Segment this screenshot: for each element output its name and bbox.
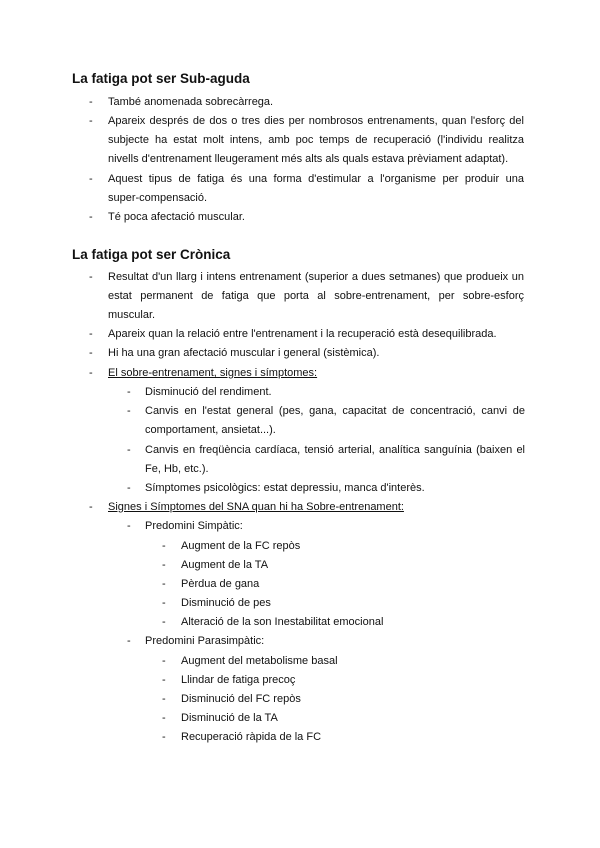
sub-sub-list-item-text: Disminució de la TA	[181, 712, 278, 724]
list-item-text-line: super-compensació.	[108, 192, 208, 204]
sub-list-item-text-line: Canvis en freqüència cardíaca, tensió arterial, analítica sanguínia (baixen el	[145, 444, 525, 456]
bullet-dash: -	[162, 655, 166, 667]
bullet-dash: -	[89, 271, 93, 283]
bullet-dash: -	[127, 482, 131, 494]
section-heading-subaguda: La fatiga pot ser Sub-aguda	[72, 71, 250, 86]
bullet-dash: -	[162, 597, 166, 609]
bullet-dash: -	[89, 211, 93, 223]
bullet-dash: -	[89, 367, 93, 379]
list-item-text-line: nivells d'entrenament lleugerament més alts als quals estava prèviament adaptat).	[108, 153, 509, 165]
bullet-dash: -	[127, 444, 131, 456]
list-item-text-line: muscular.	[108, 309, 156, 321]
group-label-simpatic: Predomini Simpàtic:	[145, 520, 243, 532]
bullet-dash: -	[162, 559, 166, 571]
sub-list-item-text: Símptomes psicològics: estat depressiu, manca d'interès.	[145, 482, 425, 494]
bullet-dash: -	[162, 616, 166, 628]
list-item-text: També anomenada sobrecàrrega.	[108, 96, 274, 108]
sub-list-item-text-line: Canvis en l'estat general (pes, gana, capacitat de concentració, canvi de	[145, 405, 525, 417]
bullet-dash: -	[89, 347, 93, 359]
bullet-dash: -	[127, 405, 131, 417]
list-item-text: Apareix quan la relació entre l'entrenament i la recuperació està desequilibrada.	[108, 328, 497, 340]
list-item-text-line: subjecte ha estat molt intens, amb poc temps de recuperació (l'individu realitza	[108, 134, 524, 146]
list-item-text-line: Aquest tipus de fatiga és una forma d'estimular a l'organisme per produir una	[108, 173, 524, 185]
section-heading-cronica: La fatiga pot ser Crònica	[72, 247, 231, 262]
sub-sub-list-item-text: Disminució de pes	[181, 597, 271, 609]
bullet-dash: -	[162, 731, 166, 743]
bullet-dash: -	[127, 386, 131, 398]
bullet-dash: -	[127, 520, 131, 532]
sub-sub-list-item-text: Pèrdua de gana	[181, 578, 260, 590]
sub-sub-list-item-text: Llindar de fatiga precoç	[181, 674, 296, 686]
bullet-dash: -	[89, 328, 93, 340]
sub-sub-list-item-text: Alteració de la son Inestabilitat emocional	[181, 616, 384, 628]
bullet-dash: -	[162, 693, 166, 705]
bullet-dash: -	[89, 96, 93, 108]
bullet-dash: -	[89, 173, 93, 185]
list-item-text: Té poca afectació muscular.	[108, 211, 245, 223]
sub-sub-list-item-text: Augment de la TA	[181, 559, 269, 571]
list-item-text-line: Resultat d'un llarg i intens entrenament (superior a dues setmanes) que produeix un	[108, 271, 524, 283]
sub-list-item-text-line: Fe, Hb, etc.).	[145, 463, 209, 475]
sub-list-item-text-line: comportament, ansietat...).	[145, 424, 276, 436]
bullet-dash: -	[89, 501, 93, 513]
sub-sub-list-item-text: Recuperació ràpida de la FC	[181, 731, 322, 743]
group-label-parasimpatic: Predomini Parasimpàtic:	[145, 635, 265, 647]
list-item-text: Hi ha una gran afectació muscular i general (sistèmica).	[108, 347, 380, 359]
sub-list-item-text: Disminució del rendiment.	[145, 386, 272, 398]
list-item-text-line: Apareix després de dos o tres dies per nombrosos entrenaments, quan l'esforç del	[108, 115, 524, 127]
subsection-title-sna: Signes i Símptomes del SNA quan hi ha Sobre-entrenament:	[108, 501, 404, 513]
sub-sub-list-item-text: Disminució del FC repòs	[181, 693, 301, 705]
bullet-dash: -	[162, 540, 166, 552]
sub-sub-list-item-text: Augment de la FC repòs	[181, 540, 301, 552]
subsection-title-sobreentrenament: El sobre-entrenament, signes i símptomes:	[108, 367, 318, 379]
bullet-dash: -	[162, 578, 166, 590]
sub-sub-list-item-text: Augment del metabolisme basal	[181, 655, 338, 667]
bullet-dash: -	[162, 674, 166, 686]
bullet-dash: -	[127, 635, 131, 647]
bullet-dash: -	[89, 115, 93, 127]
bullet-dash: -	[162, 712, 166, 724]
list-item-text-line: estat permanent de fatiga que porta al sobre-entrenament, per sobre-esforç	[108, 290, 524, 302]
